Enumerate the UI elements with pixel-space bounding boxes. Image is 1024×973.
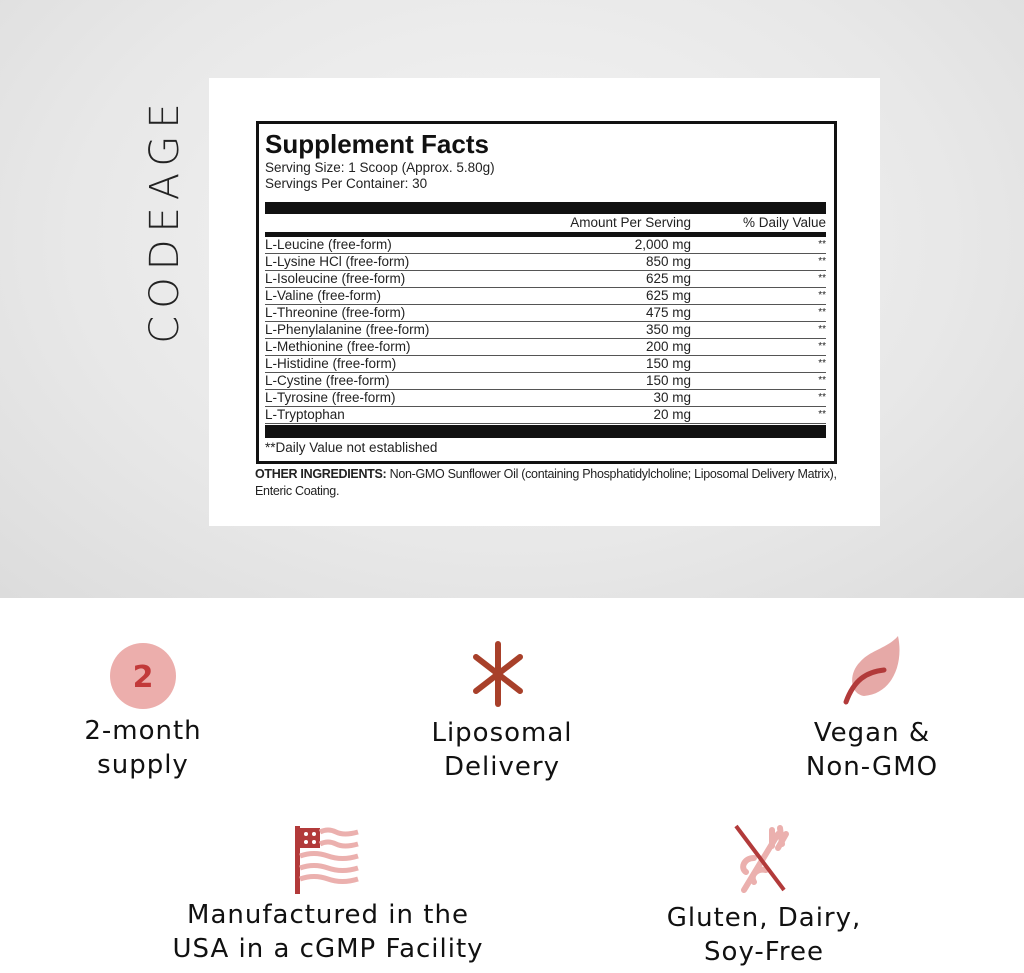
nutrient-amount: 850 mg: [645, 254, 691, 269]
feature-line: Soy-Free: [704, 937, 824, 967]
nutrient-name: L-Tryptophan: [265, 407, 345, 422]
feature-line: Liposomal: [431, 718, 573, 748]
nutrient-dv: **: [818, 392, 826, 403]
nutrient-name: L-Lysine HCl (free-form): [265, 254, 410, 269]
feature-liposomal: [431, 716, 572, 784]
nutrient-name: L-Isoleucine (free-form): [265, 271, 406, 286]
nutrient-dv: **: [818, 256, 826, 267]
feature-usa: [172, 898, 483, 966]
nutrient-name: L-Methionine (free-form): [265, 339, 411, 354]
nutrient-dv: **: [818, 307, 826, 318]
nutrient-name: L-Leucine (free-form): [265, 237, 392, 252]
feature-line: Vegan &: [813, 718, 931, 748]
nutrient-name: L-Cystine (free-form): [265, 373, 390, 388]
col-amount: Amount Per Serving: [570, 215, 691, 230]
divider-bar: [265, 425, 826, 438]
table-header: [265, 214, 826, 232]
feature-line: Non-GMO: [805, 752, 939, 782]
table-row: [265, 271, 826, 288]
table-row: [265, 288, 826, 305]
feature-line: USA in a cGMP Facility: [172, 934, 484, 964]
nutrient-dv: **: [818, 409, 826, 420]
nutrient-dv: **: [818, 273, 826, 284]
nutrient-amount: 625 mg: [645, 271, 691, 286]
nutrient-dv: **: [818, 239, 826, 250]
nutrient-amount: 475 mg: [645, 305, 691, 320]
nutrient-name: L-Valine (free-form): [265, 288, 382, 303]
other-text: Non-GMO Sunflower Oil (containing Phosphatidylcholine; Liposomal Delivery Matrix), Enteric Coating.: [255, 467, 837, 498]
table-row: [265, 407, 826, 424]
nutrient-dv: **: [818, 324, 826, 335]
other-ingredients: [255, 466, 845, 500]
nutrient-amount: 150 mg: [645, 356, 691, 371]
feature-allergen-free: [667, 901, 862, 969]
two-badge-icon: [108, 643, 178, 709]
usa-flag-icon: [293, 826, 363, 894]
nutrient-amount: 2,000 mg: [634, 237, 691, 252]
divider-bar: [265, 202, 826, 214]
nutrient-dv: **: [818, 290, 826, 301]
badge-number: 2: [132, 660, 154, 695]
nutrient-dv: **: [818, 375, 826, 386]
nutrient-amount: 30 mg: [653, 390, 691, 405]
feature-line: Manufactured in the: [187, 900, 469, 930]
nutrient-name: L-Tyrosine (free-form): [265, 390, 396, 405]
serving-size: Serving Size: 1 Scoop (Approx. 5.80g): [265, 160, 495, 175]
table-row: [265, 254, 826, 271]
nutrient-amount: 625 mg: [645, 288, 691, 303]
feature-line: Delivery: [444, 752, 560, 782]
table-row: [265, 305, 826, 322]
feature-2-month: [84, 714, 201, 782]
feature-line: Gluten, Dairy,: [666, 903, 862, 933]
table-row: [265, 322, 826, 339]
asterisk-icon: [468, 640, 528, 708]
nutrient-name: L-Histidine (free-form): [265, 356, 397, 371]
nutrient-name: L-Threonine (free-form): [265, 305, 406, 320]
no-wheat-icon: [732, 824, 792, 894]
nutrient-name: L-Phenylalanine (free-form): [265, 322, 430, 337]
nutrient-amount: 350 mg: [645, 322, 691, 337]
brand-logo: CODEAGE: [142, 96, 188, 344]
leaf-icon: [842, 634, 902, 706]
nutrient-amount: 150 mg: [645, 373, 691, 388]
table-row: [265, 390, 826, 407]
feature-line: 2-month: [84, 716, 202, 746]
col-dv: % Daily Value: [742, 215, 826, 230]
nutrient-dv: **: [818, 358, 826, 369]
footnote: **Daily Value not established: [265, 440, 438, 455]
feature-line: supply: [97, 750, 189, 780]
servings-per-container: Servings Per Container: 30: [265, 176, 428, 191]
supplement-facts-panel: [256, 121, 837, 464]
nutrient-amount: 20 mg: [653, 407, 691, 422]
table-row: [265, 237, 826, 254]
table-row: [265, 373, 826, 390]
other-label: OTHER INGREDIENTS:: [255, 467, 387, 481]
facts-title: Supplement Facts: [265, 129, 489, 159]
nutrient-dv: **: [818, 341, 826, 352]
feature-vegan: [806, 716, 938, 784]
nutrient-amount: 200 mg: [645, 339, 691, 354]
table-row: [265, 339, 826, 356]
table-row: [265, 356, 826, 373]
